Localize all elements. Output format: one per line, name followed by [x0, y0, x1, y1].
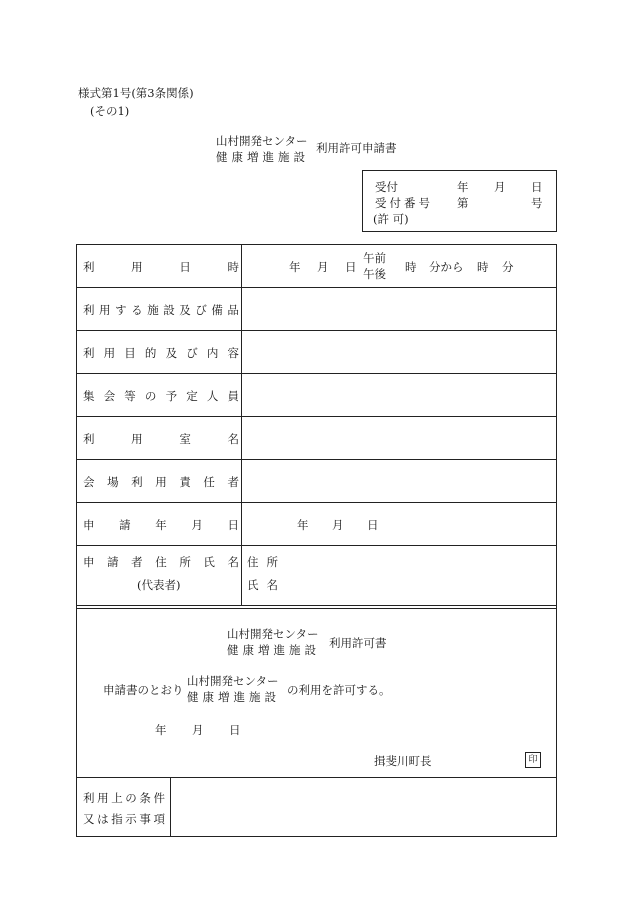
- conditions-column-divider: [170, 777, 171, 837]
- row-divider: [77, 502, 556, 503]
- permit-facility-name: [227, 626, 325, 658]
- apply-date-day: 日: [367, 518, 379, 532]
- official-seal-mark: 印: [525, 752, 541, 768]
- row-divider: [77, 416, 556, 417]
- row-divider: [77, 459, 556, 460]
- row-label-responsible-person: 会 場 利 用 責 任 者: [83, 475, 239, 489]
- datetime-minute2: 分: [502, 260, 514, 274]
- row-divider: [77, 545, 556, 546]
- apply-date-month: 月: [332, 518, 344, 532]
- receipt-number-label: 受付番号: [375, 196, 433, 210]
- datetime-day: 日: [345, 260, 357, 274]
- conditions-label-line1: 利 用 上 の 条 件: [83, 791, 165, 805]
- document-name: 利用許可申請書: [316, 141, 397, 155]
- row-label-purpose: 利 用 目 的 及 び 内 容: [83, 346, 239, 360]
- row-label-room-name: 利 用 室 名: [83, 432, 239, 446]
- received-month: 月: [494, 180, 506, 194]
- datetime-year: 年: [289, 260, 301, 274]
- permit-sentence-facility: [187, 673, 285, 705]
- row-label-facilities-equipment: 利 用 す る 施 設 及 び 備 品: [83, 303, 239, 317]
- section-divider: [77, 608, 556, 609]
- permit-sentence-facility-line1: 山村開発センター: [187, 674, 279, 688]
- apply-date-year: 年: [297, 518, 309, 532]
- am-pm-choice: [363, 250, 386, 282]
- row-divider: [77, 287, 556, 288]
- representative-label: (代表者): [137, 578, 181, 592]
- permit-date-year: 年: [155, 723, 167, 737]
- pm-label: 午後: [363, 267, 386, 281]
- received-year: 年: [457, 180, 469, 194]
- row-divider: [77, 330, 556, 331]
- permit-sentence-suffix: の利用を許可する。: [287, 683, 391, 697]
- datetime-hour: 時: [405, 260, 417, 274]
- name-label: 氏名: [247, 578, 286, 592]
- receipt-go: 号: [531, 196, 543, 210]
- datetime-minute-from: 分から: [429, 260, 464, 274]
- permit-issuer: 揖斐川町長: [374, 754, 432, 768]
- permit-facility-line1: 山村開発センター: [227, 627, 319, 641]
- application-form: [76, 244, 557, 837]
- datetime-hour2: 時: [477, 260, 489, 274]
- permit-title: 利用許可書: [329, 636, 387, 650]
- permit-sentence-prefix: 申請書のとおり: [103, 683, 184, 697]
- label-column-divider: [241, 245, 242, 606]
- facility-name-line1: 山村開発センター: [216, 134, 308, 148]
- section-divider: [77, 605, 556, 606]
- am-label: 午前: [363, 251, 386, 265]
- form-sub-number: (その1): [90, 104, 130, 118]
- datetime-month: 月: [317, 260, 329, 274]
- permit-facility-line2: 健康増進施設: [227, 643, 320, 657]
- document-title: [216, 133, 310, 165]
- permit-date-month: 月: [192, 723, 204, 737]
- receipt-number-sub: (許 可): [373, 212, 409, 226]
- row-label-attendees: 集 会 等 の 予 定 人 員: [83, 389, 239, 403]
- permit-sentence-facility-line2: 健康増進施設: [187, 690, 280, 704]
- received-day: 日: [531, 180, 543, 194]
- row-label-applicant: 申 請 者 住 所 氏 名: [83, 555, 239, 569]
- row-label-usage-datetime: 利 用 日 時: [83, 260, 239, 274]
- received-label: 受付: [375, 180, 398, 194]
- row-label-application-date: 申 請 年 月 日: [83, 518, 239, 532]
- address-label: 住所: [247, 555, 286, 569]
- row-divider: [77, 373, 556, 374]
- conditions-label-line2: 又 は 指 示 事 項: [83, 812, 165, 826]
- section-divider: [77, 777, 556, 778]
- receipt-ordinal: 第: [457, 196, 469, 210]
- receipt-box: [362, 170, 557, 232]
- permit-date-day: 日: [229, 723, 241, 737]
- facility-name-line2: 健康増進施設: [216, 150, 309, 164]
- form-number: 様式第1号(第3条関係): [78, 86, 194, 100]
